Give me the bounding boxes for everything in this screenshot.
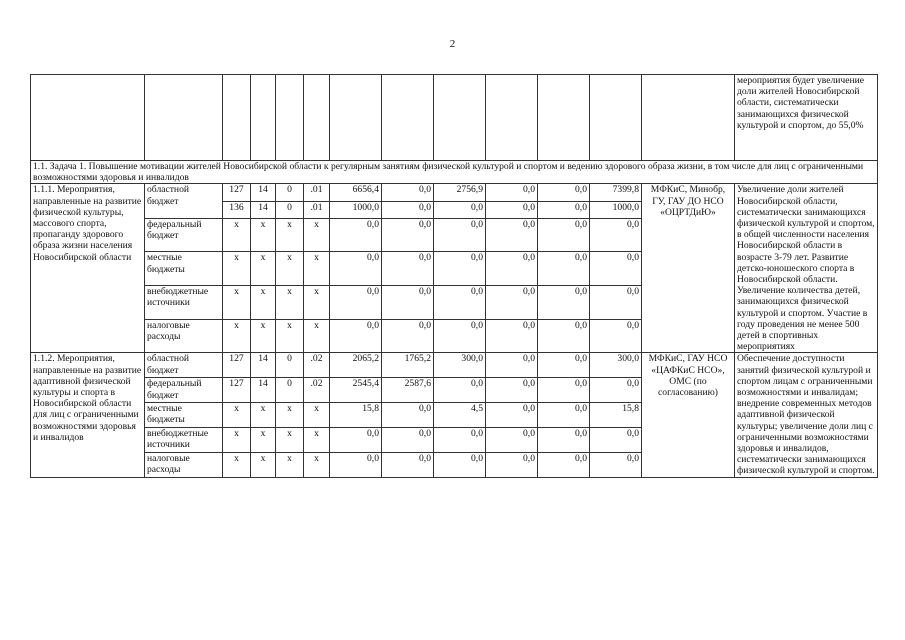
amount-cell: 0,0: [486, 252, 538, 286]
amount-cell: 0,0: [486, 353, 538, 378]
amount-cell: 0,0: [382, 427, 434, 452]
code-cell: x: [276, 403, 304, 428]
funding-source: налоговые расходы: [145, 319, 223, 353]
code-cell: .01: [304, 201, 330, 218]
task-header: 1.1. Задача 1. Повышение мотивации жителей Новосибирской области к регулярным занятиям физической культурой и спортом и ведению здорового образа жизни, в том числе для лиц с ограниченными возможностями здоровья и инвалидов: [31, 161, 878, 184]
amount-cell: 0,0: [590, 427, 642, 452]
amount-cell: 0,0: [538, 378, 590, 403]
amount-cell: 0,0: [330, 286, 382, 320]
amount-cell: 0,0: [330, 218, 382, 252]
result-continuation: мероприятия будет увеличение доли жителей Новосибирской области, систематически занимающихся физической культурой и спортом, до 55,0%: [735, 75, 878, 161]
amount-cell: 300,0: [434, 353, 486, 378]
amount-cell: 0,0: [486, 201, 538, 218]
amount-cell: 0,0: [330, 252, 382, 286]
amount-cell: 0,0: [434, 218, 486, 252]
amount-cell: 0,0: [590, 319, 642, 353]
amount-cell: 0,0: [538, 319, 590, 353]
amount-cell: 0,0: [486, 218, 538, 252]
code-cell: .01: [304, 184, 330, 201]
code-cell: x: [251, 319, 276, 353]
code-cell: x: [251, 286, 276, 320]
funding-source: федеральный бюджет: [145, 378, 223, 403]
code-cell: x: [304, 452, 330, 477]
amount-cell: 7399,8: [590, 184, 642, 201]
amount-cell: 0,0: [486, 184, 538, 201]
amount-cell: 2756,9: [434, 184, 486, 201]
code-cell: x: [223, 319, 251, 353]
amount-cell: 0,0: [538, 353, 590, 378]
code-cell: x: [304, 252, 330, 286]
code-cell: .02: [304, 353, 330, 378]
code-cell: x: [251, 218, 276, 252]
code-cell: 0: [276, 184, 304, 201]
task-header-row: [31, 161, 878, 184]
amount-cell: 0,0: [382, 218, 434, 252]
program-table: [30, 74, 878, 478]
amount-cell: 0,0: [486, 319, 538, 353]
code-cell: x: [251, 452, 276, 477]
code-cell: x: [304, 218, 330, 252]
table-row: [31, 184, 878, 201]
code-cell: 0: [276, 353, 304, 378]
amount-cell: 15,8: [330, 403, 382, 428]
executor: МФКиС, Минобр, ГУ, ГАУ ДО НСО «ОЦРТДиЮ»: [642, 184, 735, 353]
amount-cell: 1000,0: [590, 201, 642, 218]
code-cell: x: [276, 252, 304, 286]
funding-source: областной бюджет: [145, 353, 223, 378]
amount-cell: 0,0: [434, 201, 486, 218]
amount-cell: 0,0: [434, 378, 486, 403]
amount-cell: 0,0: [382, 452, 434, 477]
amount-cell: 0,0: [434, 286, 486, 320]
amount-cell: 0,0: [538, 403, 590, 428]
amount-cell: 0,0: [486, 427, 538, 452]
amount-cell: 0,0: [538, 218, 590, 252]
amount-cell: 1765,2: [382, 353, 434, 378]
activity-name: 1.1.1. Мероприятия, направленные на развитие физической культуры, массового спорта, пропаганду здорового образа жизни населения Новосибирской области: [31, 184, 145, 353]
amount-cell: 0,0: [538, 252, 590, 286]
amount-cell: 0,0: [330, 319, 382, 353]
code-cell: 136: [223, 201, 251, 218]
amount-cell: 0,0: [382, 184, 434, 201]
code-cell: x: [251, 252, 276, 286]
amount-cell: 0,0: [538, 286, 590, 320]
code-cell: x: [276, 218, 304, 252]
amount-cell: 1000,0: [330, 201, 382, 218]
funding-source: внебюджетные источники: [145, 427, 223, 452]
amount-cell: 0,0: [382, 201, 434, 218]
table-row: [31, 353, 878, 378]
code-cell: x: [304, 286, 330, 320]
funding-source: областной бюджет: [145, 184, 223, 218]
amount-cell: 0,0: [330, 427, 382, 452]
code-cell: 14: [251, 184, 276, 201]
code-cell: 0: [276, 201, 304, 218]
code-cell: x: [223, 403, 251, 428]
code-cell: x: [304, 403, 330, 428]
expected-result: Увеличение доли жителей Новосибирской области, систематически занимающихся физической культурой и спортом, в общей численности населения Новосибирской области в возрасте 3-79 лет. Развитие детско-юношеского спорта в Новосибирской области. Увеличение количества детей, занимающихся физической культурой и спортом. Участие в году проведения не менее 500 детей в спортивных мероприятиях: [735, 184, 878, 353]
funding-source: местные бюджеты: [145, 403, 223, 428]
amount-cell: 0,0: [590, 218, 642, 252]
code-cell: 127: [223, 378, 251, 403]
amount-cell: 0,0: [382, 286, 434, 320]
code-cell: x: [276, 427, 304, 452]
amount-cell: 0,0: [486, 403, 538, 428]
amount-cell: 0,0: [538, 184, 590, 201]
code-cell: x: [276, 319, 304, 353]
amount-cell: 0,0: [486, 378, 538, 403]
amount-cell: 2587,6: [382, 378, 434, 403]
code-cell: 127: [223, 353, 251, 378]
expected-result: Обеспечение доступности занятий физической культурой и спортом лицам с ограниченными возможностями и инвалидам; внедрение современных методов адаптивной физической культуры; увеличение доли лиц с ограниченными возможностями здоровья и инвалидов, систематически занимающихся физической культурой и спортом.: [735, 353, 878, 477]
code-cell: x: [251, 427, 276, 452]
funding-source: налоговые расходы: [145, 452, 223, 477]
amount-cell: 15,8: [590, 403, 642, 428]
code-cell: x: [223, 286, 251, 320]
code-cell: 14: [251, 353, 276, 378]
amount-cell: 0,0: [382, 252, 434, 286]
code-cell: x: [276, 452, 304, 477]
code-cell: .02: [304, 378, 330, 403]
amount-cell: 0,0: [590, 452, 642, 477]
funding-source: местные бюджеты: [145, 252, 223, 286]
amount-cell: 0,0: [590, 286, 642, 320]
code-cell: x: [223, 218, 251, 252]
code-cell: 14: [251, 201, 276, 218]
code-cell: x: [276, 286, 304, 320]
amount-cell: 0,0: [538, 452, 590, 477]
continuation-row: [31, 75, 878, 161]
code-cell: x: [223, 252, 251, 286]
amount-cell: 2065,2: [330, 353, 382, 378]
code-cell: 127: [223, 184, 251, 201]
code-cell: 0: [276, 378, 304, 403]
amount-cell: 6656,4: [330, 184, 382, 201]
amount-cell: 0,0: [590, 378, 642, 403]
code-cell: 14: [251, 378, 276, 403]
code-cell: x: [304, 319, 330, 353]
amount-cell: 0,0: [486, 452, 538, 477]
page-number: 2: [449, 38, 456, 50]
amount-cell: 2545,4: [330, 378, 382, 403]
code-cell: x: [223, 452, 251, 477]
amount-cell: 0,0: [590, 252, 642, 286]
amount-cell: 0,0: [434, 427, 486, 452]
funding-source: федеральный бюджет: [145, 218, 223, 252]
amount-cell: 4,5: [434, 403, 486, 428]
amount-cell: 0,0: [434, 452, 486, 477]
amount-cell: 0,0: [382, 403, 434, 428]
amount-cell: 0,0: [486, 286, 538, 320]
code-cell: x: [223, 427, 251, 452]
code-cell: x: [304, 427, 330, 452]
amount-cell: 300,0: [590, 353, 642, 378]
amount-cell: 0,0: [434, 319, 486, 353]
amount-cell: 0,0: [330, 452, 382, 477]
amount-cell: 0,0: [434, 252, 486, 286]
amount-cell: 0,0: [382, 319, 434, 353]
executor: МФКиС, ГАУ НСО «ЦАФКиС НСО», ОМС (по согласованию): [642, 353, 735, 477]
amount-cell: 0,0: [538, 201, 590, 218]
amount-cell: 0,0: [538, 427, 590, 452]
code-cell: x: [251, 403, 276, 428]
funding-source: внебюджетные источники: [145, 286, 223, 320]
activity-name: 1.1.2. Мероприятия, направленные на развитие адаптивной физической культуры и спорта в Новосибирской области для лиц с ограниченными возможностями здоровья и инвалидов: [31, 353, 145, 477]
